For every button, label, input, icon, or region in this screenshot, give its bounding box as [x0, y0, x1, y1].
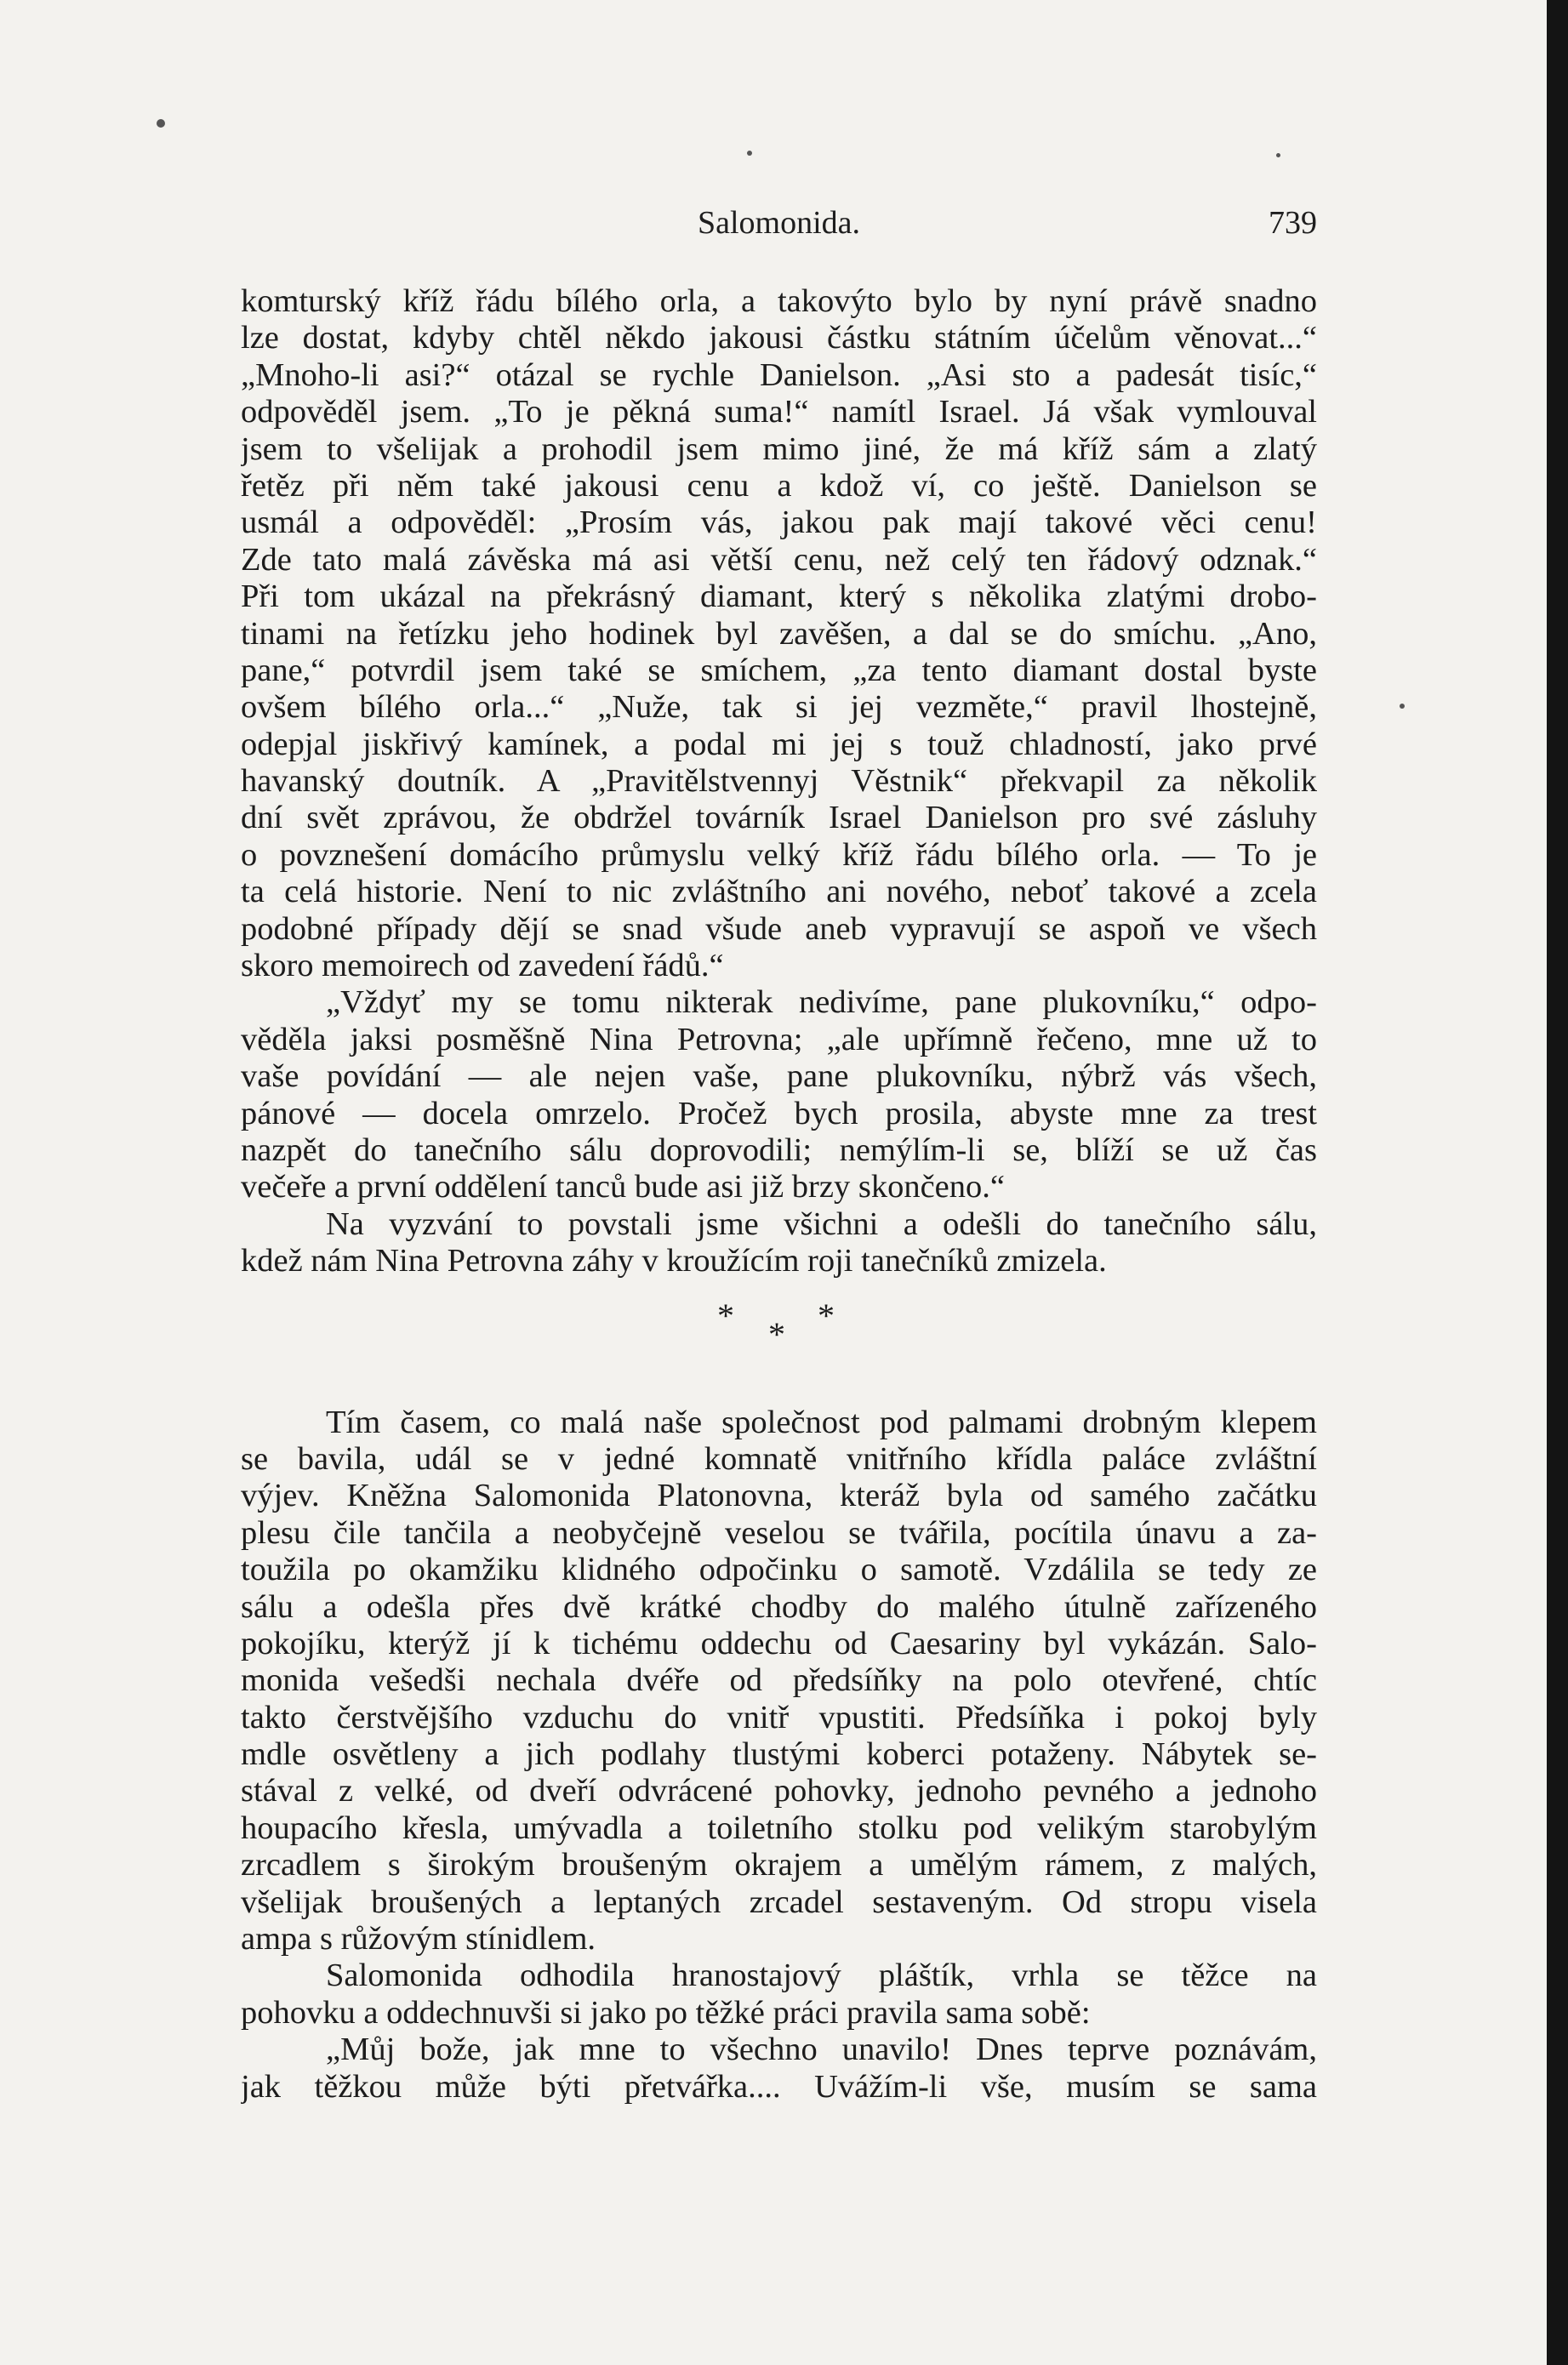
- text-line: podobné případy dějí se snad všude aneb vypravují se aspoň ve všech: [241, 910, 1317, 947]
- text-line: monida vešedši nechala dvéře od předsíňky na polo otevřené, chtíc: [241, 1662, 1317, 1699]
- text-line: Salomonida odhodila hranostajový pláštík, vrhla se těžce na: [326, 1958, 1317, 1994]
- section-break-asterism: [241, 1280, 1317, 1405]
- text-line: pokojíku, kterýž jí k tichému oddechu od Caesariny byl vykázán. Salo-: [241, 1625, 1317, 1661]
- text-line: lze dostat, kdyby chtěl někdo jakousi částku státním účelům věnovat...“: [241, 320, 1317, 356]
- text-line: Zde tato malá závěska má asi větší cenu, než celý ten řádový odznak.“: [241, 541, 1317, 578]
- ink-speck: [1400, 704, 1405, 709]
- text-line: sálu a odešla přes dvě krátké chodby do malého útulně zařízeného: [241, 1588, 1317, 1625]
- text-line: pohovku a oddechnuvši si jako po těžké práci pravila sama sobě:: [241, 1994, 1091, 2031]
- text-line: toužila po okamžiku klidného odpočinku o samotě. Vzdálila se tedy ze: [241, 1552, 1317, 1588]
- text-line: pane,“ potvrdil jsem také se smíchem, „za tento diamant dostal byste: [241, 652, 1317, 688]
- text-line: stával z velké, od dveří odvrácené pohovky, jednoho pevného a jednoho: [241, 1773, 1317, 1809]
- text-line: o povznešení domácího průmyslu velký kříž řádu bílého orla. — To je: [241, 836, 1317, 873]
- paragraph: [241, 1405, 1317, 1958]
- text-line: havanský doutník. A „Pravitělstvennyj Věstnik“ překvapil za několik: [241, 763, 1317, 800]
- text-line: se bavila, udál se v jedné komnatě vnitřního křídla paláce zvláštní: [241, 1440, 1317, 1477]
- text-line: plesu čile tančila a neobyčejně veselou se tvářila, pocítila únavu a za-: [241, 1514, 1317, 1551]
- text-line: nazpět do tanečního sálu doprovodili; nemýlím-li se, blíží se už čas: [241, 1131, 1317, 1168]
- ink-speck: [1276, 153, 1280, 157]
- body-text: [241, 283, 1317, 2106]
- text-line: pánové — docela omrzelo. Pročež bych prosila, abyste mne za trest: [241, 1095, 1317, 1131]
- text-line: ampa s růžovým stínidlem.: [241, 1921, 596, 1958]
- paragraph: [241, 2032, 1317, 2106]
- text-line: „Můj bože, jak mne to všechno unavilo! Dnes teprve poznávám,: [326, 2032, 1317, 2068]
- text-line: „Mnoho-li asi?“ otázal se rychle Danielson. „Asi sto a padesát tisíc,“: [241, 356, 1317, 393]
- text-line: výjev. Kněžna Salomonida Platonovna, kteráž byla od samého začátku: [241, 1478, 1317, 1514]
- text-line: zrcadlem s širokým broušeným okrajem a umělým rámem, z malých,: [241, 1847, 1317, 1883]
- text-line: všelijak broušených a leptaných zrcadel sestaveným. Od stropu visela: [241, 1883, 1317, 1920]
- ink-speck: [747, 151, 752, 156]
- text-line: skoro memoirech od zavedení řádů.“: [241, 948, 724, 984]
- text-line: Při tom ukázal na překrásný diamant, který s několika zlatými drobo-: [241, 578, 1317, 615]
- text-line: řetěz při něm také jakousi cenu a kdož ví, co ještě. Danielson se: [241, 467, 1317, 504]
- paragraph: [241, 1958, 1317, 2032]
- text-line: kdež nám Nina Petrovna záhy v kroužícím roji tanečníků zmizela.: [241, 1243, 1107, 1279]
- text-line: usmál a odpověděl: „Prosím vás, jakou pak mají takové věci cenu!: [241, 504, 1317, 541]
- text-line: „Vždyť my se tomu nikterak nedivíme, pane plukovníku,“ odpo-: [326, 984, 1317, 1021]
- ink-speck: [157, 119, 165, 128]
- text-line: jsem to všelijak a prohodil jsem mimo jiné, že má kříž sám a zlatý: [241, 430, 1317, 467]
- text-line: večeře a první oddělení tanců bude asi již brzy skončeno.“: [241, 1169, 1005, 1205]
- paragraph: [241, 283, 1317, 984]
- text-line: mdle osvětleny a jich podlahy tlustými koberci potaženy. Nábytek se-: [241, 1736, 1317, 1773]
- asterism-star: *: [717, 1296, 734, 1335]
- paragraph: [241, 1206, 1317, 1280]
- text-line: vaše povídání — ale nejen vaše, pane plukovníku, nýbrž vás všech,: [241, 1058, 1317, 1095]
- asterism-star: *: [768, 1314, 785, 1353]
- text-line: ta celá historie. Není to nic zvláštního ani nového, neboť takové a zcela: [241, 874, 1317, 910]
- asterism-star: *: [818, 1296, 835, 1335]
- text-line: Tím časem, co malá naše společnost pod palmami drobným klepem: [326, 1404, 1317, 1440]
- text-line: takto čerstvějšího vzduchu do vnitř vpustiti. Předsíňka i pokoj byly: [241, 1699, 1317, 1735]
- text-line: odpověděl jsem. „To je pěkná suma!“ namítl Israel. Já však vymlouval: [241, 394, 1317, 430]
- text-line: ovšem bílého orla...“ „Nuže, tak si jej vezměte,“ pravil lhostejně,: [241, 689, 1317, 726]
- text-line: věděla jaksi posměšně Nina Petrovna; „ale upřímně řečeno, mne už to: [241, 1021, 1317, 1057]
- running-title: Salomonida.: [697, 205, 861, 241]
- scan-dark-edge: [1547, 0, 1568, 2365]
- running-header: [241, 204, 1317, 255]
- text-line: komturský kříž řádu bílého orla, a takovýto bylo by nyní právě snadno: [241, 283, 1317, 319]
- text-line: dní svět zprávou, že obdržel továrník Israel Danielson pro své zásluhy: [241, 800, 1317, 836]
- text-line: odepjal jiskřivý kamínek, a podal mi jej s touž chladností, jako prvé: [241, 726, 1317, 762]
- paragraph: [241, 984, 1317, 1205]
- text-line: Na vyzvání to povstali jsme všichni a odešli do tanečního sálu,: [326, 1205, 1317, 1242]
- text-line: tinami na řetízku jeho hodinek byl zavěšen, a dal se do smíchu. „Ano,: [241, 615, 1317, 652]
- text-line: jak těžkou může býti přetvářka.... Uvážím-li vše, musím se sama: [241, 2068, 1317, 2105]
- text-line: houpacího křesla, umývadla a toiletního stolku pod velikým starobylým: [241, 1809, 1317, 1846]
- page-number: 739: [1269, 205, 1317, 241]
